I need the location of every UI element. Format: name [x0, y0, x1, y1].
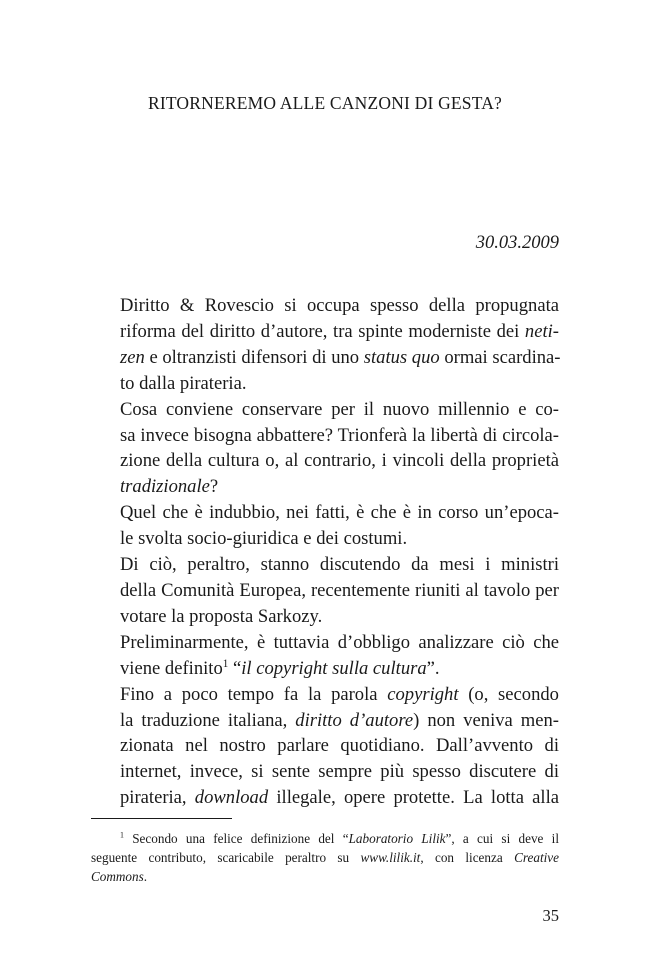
- chapter-title: RITORNEREMO ALLE CANZONI DI GESTA?: [147, 93, 503, 113]
- text-line: la traduzione italiana, diritto d’autore) non veniva men-: [120, 709, 559, 731]
- text-line: votare la proposta Sarkozy.: [120, 605, 323, 627]
- chapter-date: 30.03.2009: [475, 233, 559, 253]
- text-line: to dalla pirateria.: [120, 372, 247, 394]
- text-line: zionata nel nostro parlare quotidiano. Dall’avvento di: [120, 735, 559, 757]
- text-line: pirateria, download illegale, opere protette. La lotta alla: [120, 787, 560, 809]
- body-text: [91, 293, 559, 811]
- text-line: internet, invece, si sente sempre più spesso discutere di: [120, 761, 559, 783]
- page-number: 35: [542, 906, 559, 925]
- text-line: le svolta socio-giuridica e dei costumi.: [120, 528, 408, 550]
- text-line: tradizionale?: [120, 476, 219, 498]
- text-line: Diritto & Rovescio si occupa spesso della propugnata: [120, 295, 559, 316]
- footnote-line: seguente contributo, scaricabile peraltro su www.lilik.it, con licenza Creative: [91, 850, 559, 865]
- text-line: zione della cultura o, al contrario, i vincoli della proprietà: [120, 450, 559, 472]
- text-line: Quel che è indubbio, nei fatti, è che è in corso un’epoca-: [120, 502, 559, 524]
- paragraph: [91, 552, 559, 630]
- text-line: zen e oltranzisti difensori di uno status quo ormai scardina-: [120, 346, 561, 368]
- paragraph: [91, 630, 559, 682]
- paragraph: [91, 682, 559, 812]
- footnote-separator: [91, 818, 232, 819]
- paragraph: [91, 500, 559, 552]
- footnote-line: Commons.: [91, 869, 148, 884]
- text-line: viene definito$^1$ “il copyright sulla cultura”.: [120, 657, 440, 679]
- text-line: Fino a poco tempo fa la parola copyright (o, secondo: [120, 683, 559, 705]
- footnote: [91, 829, 559, 886]
- text-line: della Comunità Europea, recentemente riuniti al tavolo per: [120, 579, 559, 601]
- text-line: sa invece bisogna abbattere? Trionferà la libertà di circola-: [120, 424, 559, 446]
- text-line: Cosa conviene conservare per il nuovo millennio e co-: [120, 398, 559, 420]
- paragraph: [91, 293, 559, 397]
- text-line: Preliminarmente, è tuttavia d’obbligo analizzare ciò che: [120, 631, 559, 653]
- text-line: Di ciò, peraltro, stanno discutendo da mesi i ministri: [120, 554, 559, 576]
- paragraph: [91, 397, 559, 501]
- footnote-line: $^1$ Secondo una felice definizione del “Laboratorio Lilik”, a cui si deve il: [120, 830, 559, 846]
- text-line: riforma del diritto d’autore, tra spinte moderniste dei neti-: [120, 320, 559, 342]
